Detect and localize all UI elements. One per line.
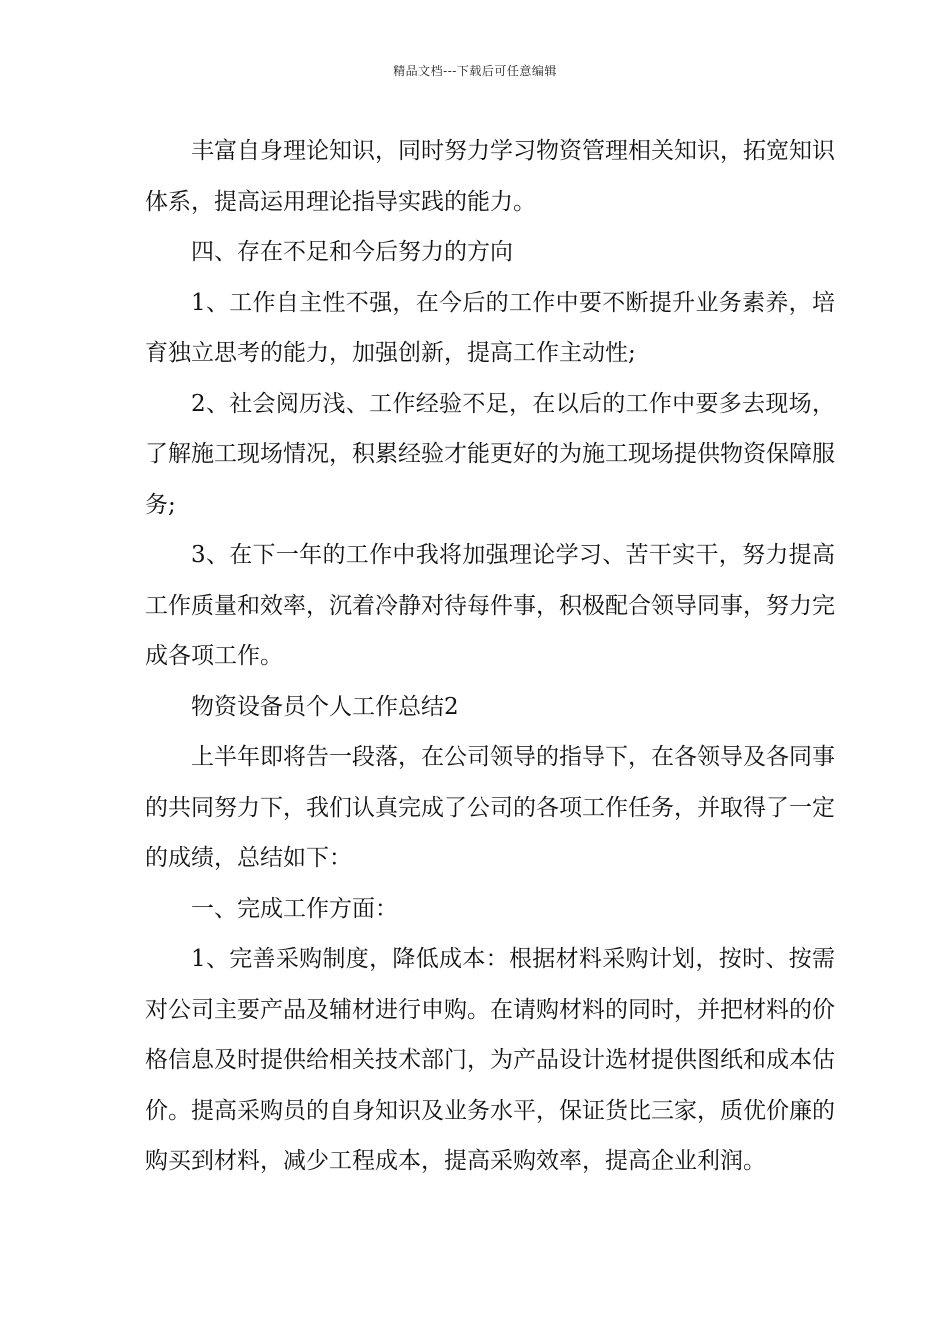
paragraph-point-1: 1、工作自主性不强，在今后的工作中要不断提升业务素养，培育独立思考的能力，加强创新，提高工作主动性; — [145, 289, 835, 366]
paragraph-theory-knowledge: 丰富自身理论知识，同时努力学习物资管理相关知识，拓宽知识体系，提高运用理论指导实践的能力。 — [145, 138, 835, 215]
document-subtitle: 物资设备员个人工作总结2 — [191, 693, 459, 720]
document-body — [145, 126, 835, 1187]
paragraph-point-2: 2、社会阅历浅、工作经验不足，在以后的工作中要多去现场，了解施工现场情况，积累经验才能更好的为施工现场提供物资保障服务; — [145, 390, 835, 518]
page-header: 精品文档---下载后可任意编辑 — [393, 64, 557, 78]
paragraph-point-3: 3、在下一年的工作中我将加强理论学习、苦干实干，努力提高工作质量和效率，沉着冷静对待每件事，积极配合领导同事，努力完成各项工作。 — [145, 542, 835, 669]
section-heading-shortcomings: 四、存在不足和今后努力的方向 — [191, 239, 513, 265]
section-heading-work-completed: 一、完成工作方面： — [191, 895, 398, 922]
paragraph-procurement: 1、完善采购制度，降低成本：根据材料采购计划，按时、按需对公司主要产品及辅材进行申购。在请购材料的同时，并把材料的价格信息及时提供给相关技术部门，为产品设计选材提供图纸和成本估价。提高采购员的自身知识及业务水平，保证货比三家，质优价廉的购买到材料，减少工程成本，提高采购效率，提高企业利润。 — [145, 946, 835, 1174]
paragraph-intro: 上半年即将告一段落，在公司领导的指导下，在各领导及各同事的共同努力下，我们认真完成了公司的各项工作任务，并取得了一定的成绩，总结如下： — [145, 744, 835, 871]
